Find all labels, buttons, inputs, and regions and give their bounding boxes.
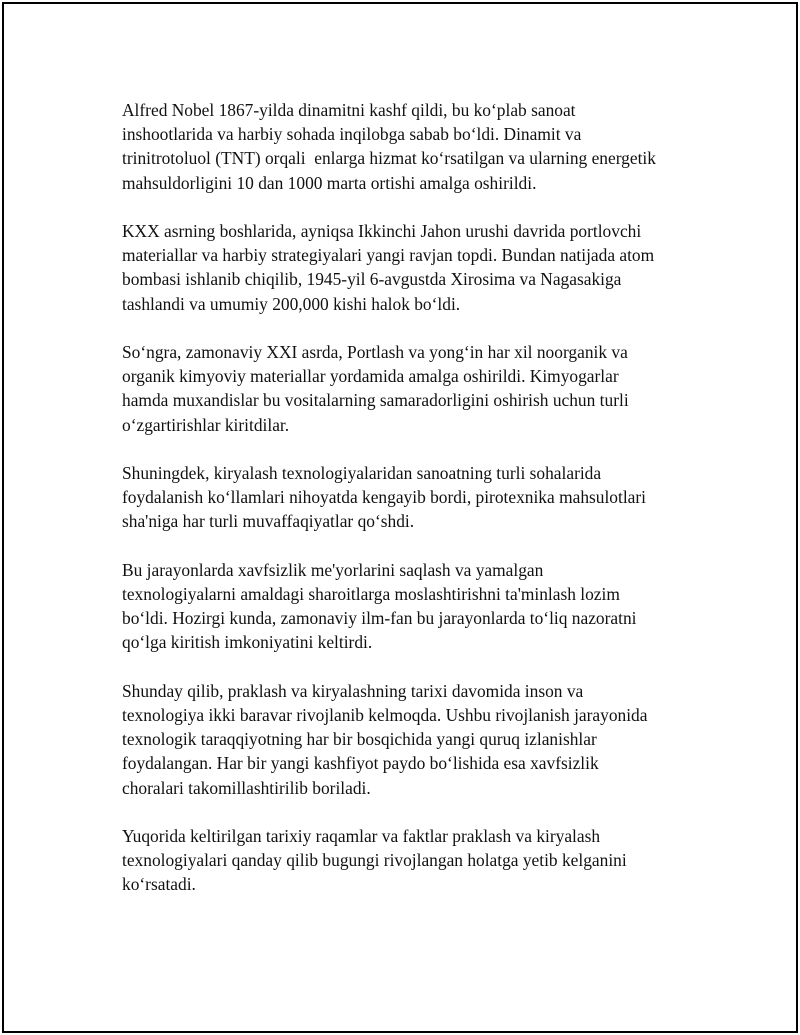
text-line: texnologiyalarni amaldagi sharoitlarga moslashtirishni ta'minlash lozim xyxy=(122,584,620,604)
text-line: texnologiya ikki baravar rivojlanib kelmoqda. Ushbu rivojlanish jarayonida xyxy=(122,705,648,725)
text-line: o‘zgartirishlar kiritdilar. xyxy=(122,414,290,435)
text-line: foydalanish ko‘llamlari nihoyatda kengayib bordi, pirotexnika mahsulotlari xyxy=(122,487,647,508)
text-line: trinitrotoluol (TNT) orqali enlarga hizmat ko‘rsatilgan va ularning energetik xyxy=(122,148,656,169)
text-line: Yuqorida keltirilgan tarixiy raqamlar va faktlar praklash va kiryalash xyxy=(122,826,601,846)
paragraph-1 xyxy=(122,98,702,195)
text-line: So‘ngra, zamonaviy XXI asrda, Portlash va yong‘in har xil noorganik va xyxy=(122,342,628,362)
text-line: KXX asrning boshlarida, ayniqsa Ikkinchi Jahon urushi davrida portlovchi xyxy=(122,221,642,241)
text-line: Shunday qilib, praklash va kiryalashning tarixi davomida inson va xyxy=(122,680,584,701)
paragraph-5 xyxy=(122,558,702,655)
text-line: ko‘rsatadi. xyxy=(122,874,196,895)
text-line: Bu jarayonlarda xavfsizlik me'yorlarini saqlash va yamalgan xyxy=(122,559,544,580)
text-line: texnologiyalari qanday qilib bugungi rivojlangan holatga yetib kelganini xyxy=(122,850,627,871)
paragraph-2 xyxy=(122,219,702,316)
text-line: organik kimyoviy materiallar yordamida amalga oshirildi. Kimyogarlar xyxy=(122,366,619,387)
paragraph-3 xyxy=(122,340,702,437)
text-line: hamda muxandislar bu vositalarning samaradorligini oshirish uchun turli xyxy=(122,390,629,411)
text-line: bo‘ldi. Hozirgi kunda, zamonaviy ilm-fan bu jarayonlarda to‘liq nazoratni xyxy=(122,608,637,629)
text-line: choralari takomillashtirilib boriladi. xyxy=(122,777,371,798)
paragraph-6 xyxy=(122,679,702,800)
paragraph-7 xyxy=(122,824,702,897)
text-line: Alfred Nobel 1867-yilda dinamitni kashf qildi, bu ko‘plab sanoat xyxy=(122,100,576,120)
text-line: foydalangan. Har bir yangi kashfiyot paydo bo‘lishida esa xavfsizlik xyxy=(122,753,599,774)
text-line: texnologik taraqqiyotning har bir bosqichida yangi quruq izlanishlar xyxy=(122,729,597,750)
page-border xyxy=(2,2,798,1033)
text-line: bombasi ishlanib chiqilib, 1945-yil 6-avgustda Xirosima va Nagasakiga xyxy=(122,269,622,290)
text-line: qo‘lga kiritish imkoniyatini keltirdi. xyxy=(122,632,373,653)
text-line: mahsuldorligini 10 dan 1000 marta ortishi amalga oshirildi. xyxy=(122,172,537,193)
text-line: sha'niga har turli muvaffaqiyatlar qo‘shdi. xyxy=(122,511,415,532)
text-line: Shuningdek, kiryalash texnologiyalaridan sanoatning turli sohalarida xyxy=(122,463,602,483)
document-body xyxy=(122,98,702,921)
text-line: materiallar va harbiy strategiyalari yangi ravjan topdi. Bundan natijada atom xyxy=(122,245,655,266)
text-line: inshootlarida va harbiy sohada inqilobga sabab bo‘ldi. Dinamit va xyxy=(122,124,582,145)
paragraph-4 xyxy=(122,461,702,534)
text-line: tashlandi va umumiy 200,000 kishi halok bo‘ldi. xyxy=(122,293,461,314)
